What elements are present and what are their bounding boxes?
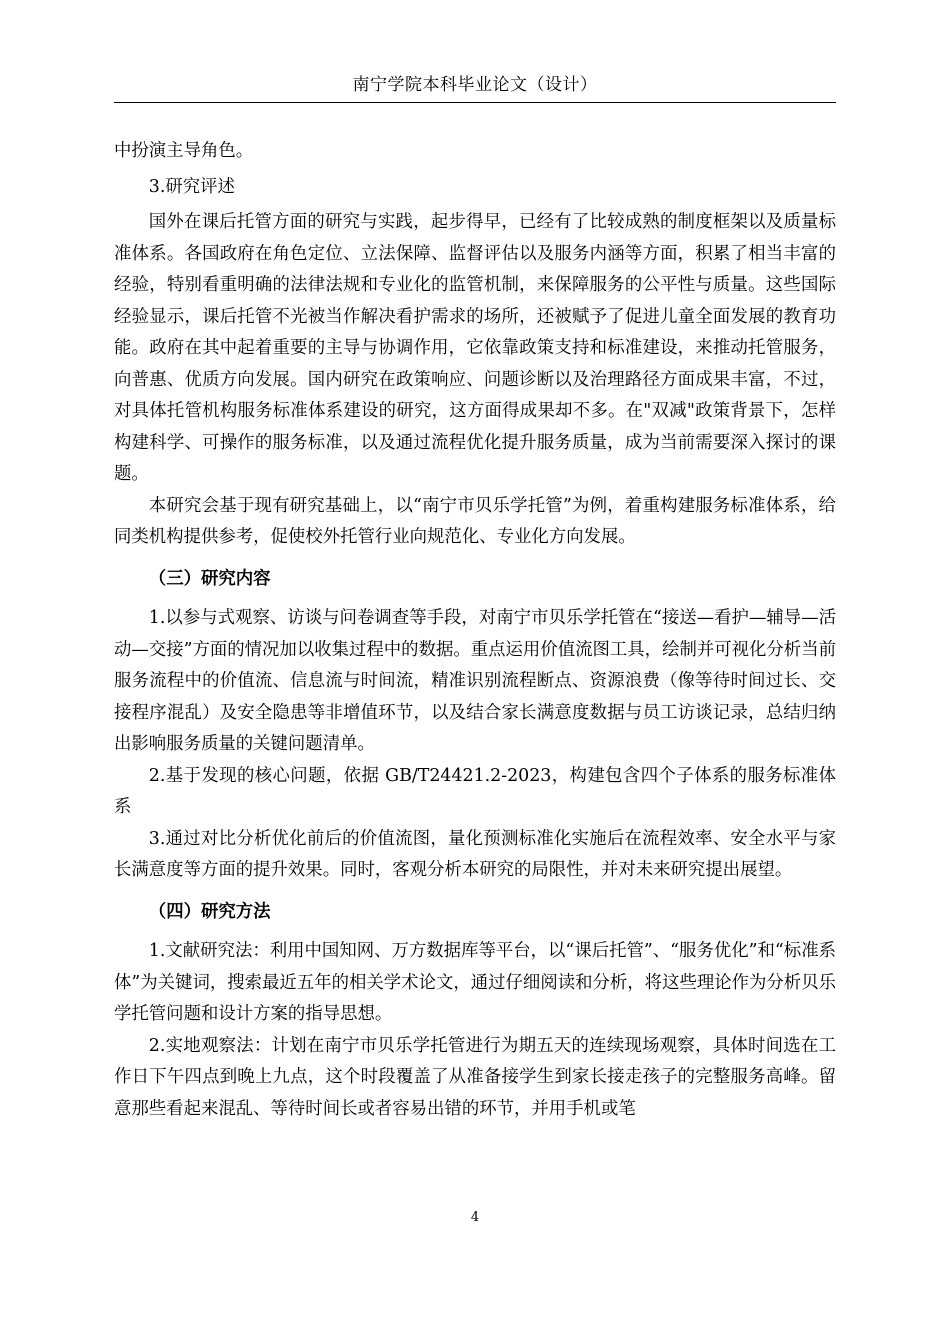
running-header: 南宁学院本科毕业论文（设计）	[114, 68, 836, 103]
paragraph-content-item-1: 1.以参与式观察、访谈与问卷调查等手段，对南宁市贝乐学托管在“接送—看护—辅导—活动—交接”方面的情况加以收集过程中的数据。重点运用价值流图工具，绘制并可视化分析当前服务流程中的价值流、信息流与时间流，精准识别流程断点、资源浪费（像等待时间过长、交接程序混乱）及安全隐患等非增值环节，以及结合家长满意度数据与员工访谈记录，总结归纳出影响服务质量的关键问题清单。	[114, 608, 836, 754]
paragraph-method-literature: 1.文献研究法：利用中国知网、万方数据库等平台，以“课后托管”、“服务优化”和“标准系体”为关键词，搜索最近五年的相关学术论文，通过仔细阅读和分析，将这些理论作为分析贝乐学托管问题和设计方案的指导思想。	[114, 941, 836, 1024]
paragraph-content-item-3: 3.通过对比分析优化前后的价值流图，量化预测标准化实施后在流程效率、安全水平与家长满意度等方面的提升效果。同时，客观分析本研究的局限性，并对未来研究提出展望。	[114, 828, 836, 880]
subsection-heading-research-review: 3.研究评述	[148, 176, 235, 197]
body-text	[114, 136, 836, 1125]
paragraph-research-basis: 本研究会基于现有研究基础上，以“南宁市贝乐学托管”为例，着重构建服务标准体系，给同类机构提供参考，促使校外托管行业向规范化、专业化方向发展。	[114, 495, 836, 547]
section-heading-research-content: （三）研究内容	[148, 568, 271, 589]
paragraph-method-field-observation: 2.实地观察法：计划在南宁市贝乐学托管进行为期五天的连续现场观察，具体时间选在工作日下午四点到晚上九点，这个时段覆盖了从准备接学生到家长接走孩子的完整服务高峰。留意那些看起来混乱、等待时间长或者容易出错的环节，并用手机或笔	[114, 1035, 836, 1119]
paragraph-review-summary: 国外在课后托管方面的研究与实践，起步得早，已经有了比较成熟的制度框架以及质量标准体系。各国政府在角色定位、立法保障、监督评估以及服务内涵等方面，积累了相当丰富的经验，特别看重明确的法律法规和专业化的监管机制，来保障服务的公平性与质量。这些国际经验显示，课后托管不光被当作解决看护需求的场所，还被赋予了促进儿童全面发展的教育功能。政府在其中起着重要的主导与协调作用，它依靠政策支持和标准建设，来推动托管服务，向普惠、优质方向发展。国内研究在政策响应、问题诊断以及治理路径方面成果丰富，不过，对具体托管机构服务标准体系建设的研究，这方面得成果却不多。在"双减"政策背景下，怎样构建科学、可操作的服务标准，以及通过流程优化提升服务质量，成为当前需要深入探讨的课题。	[114, 212, 836, 484]
paragraph-content-item-2: 2.基于发现的核心问题，依据 GB/T24421.2-2023，构建包含四个子体系的服务标准体系	[114, 765, 836, 817]
page-number: 4	[470, 1210, 480, 1225]
section-heading-research-methods: （四）研究方法	[148, 901, 271, 922]
paragraph-continuation: 中扮演主导角色。	[114, 141, 254, 161]
